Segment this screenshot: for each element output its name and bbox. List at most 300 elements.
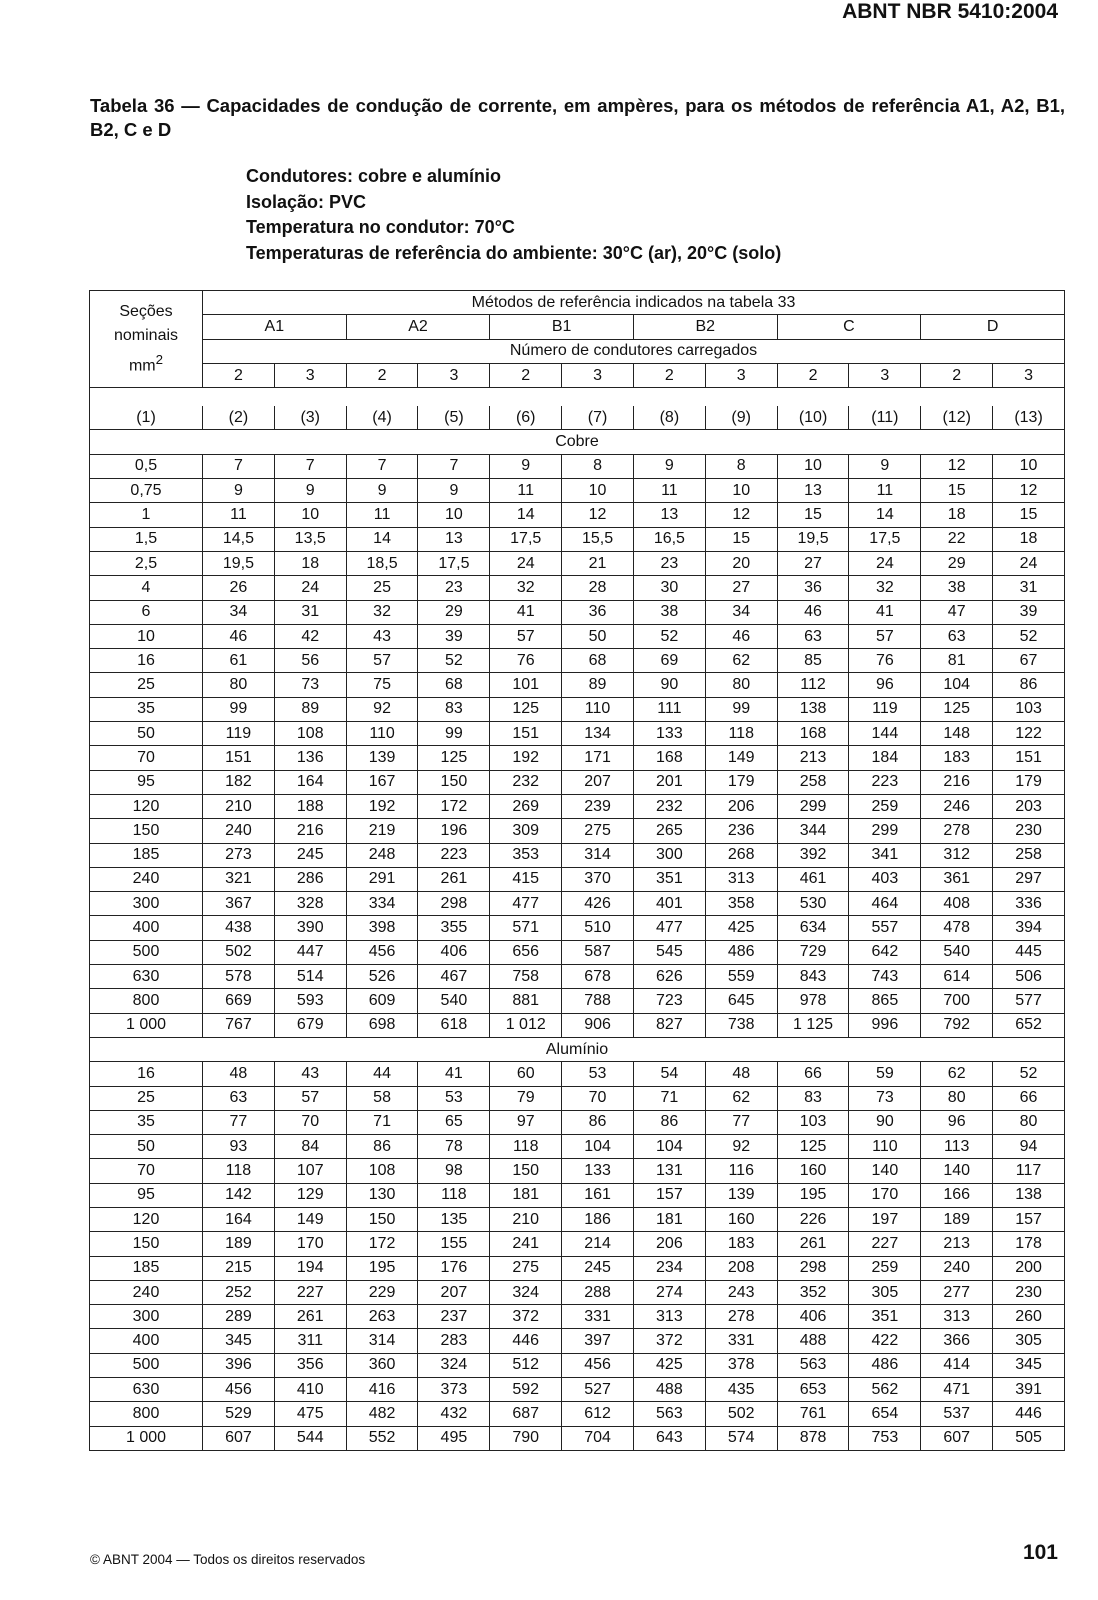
conductor-count-cell: 3 <box>705 363 777 387</box>
capacity-cell: 78 <box>418 1135 490 1159</box>
capacity-cell: 298 <box>418 892 490 916</box>
capacity-cell: 61 <box>203 649 275 673</box>
capacity-cell: 157 <box>633 1183 705 1207</box>
capacity-cell: 445 <box>993 940 1065 964</box>
capacity-cell: 7 <box>346 454 418 478</box>
capacity-cell: 314 <box>346 1329 418 1353</box>
capacity-cell: 136 <box>274 746 346 770</box>
capacity-cell: 10 <box>418 503 490 527</box>
capacity-cell: 227 <box>849 1232 921 1256</box>
capacity-cell: 258 <box>993 843 1065 867</box>
conductor-count-cell: 2 <box>921 363 993 387</box>
capacity-cell: 7 <box>274 454 346 478</box>
section-size-cell: 50 <box>90 1135 203 1159</box>
capacity-cell: 50 <box>562 624 634 648</box>
section-size-cell: 1 000 <box>90 1013 203 1037</box>
capacity-cell: 172 <box>418 794 490 818</box>
section-size-cell: 0,5 <box>90 454 203 478</box>
capacity-cell: 63 <box>921 624 993 648</box>
section-size-cell: 16 <box>90 649 203 673</box>
capacity-cell: 792 <box>921 1013 993 1037</box>
capacity-cell: 219 <box>346 819 418 843</box>
table-row <box>90 454 1065 478</box>
table-row <box>90 1183 1065 1207</box>
column-number-cell: (2) <box>203 406 275 430</box>
capacity-cell: 213 <box>921 1232 993 1256</box>
capacity-cell: 394 <box>993 916 1065 940</box>
capacity-cell: 607 <box>921 1426 993 1450</box>
capacity-cell: 57 <box>274 1086 346 1110</box>
capacity-cell: 356 <box>274 1353 346 1377</box>
conductor-count-cell: 3 <box>849 363 921 387</box>
section-size-cell: 400 <box>90 1329 203 1353</box>
capacity-cell: 996 <box>849 1013 921 1037</box>
capacity-cell: 96 <box>849 673 921 697</box>
capacity-cell: 486 <box>705 940 777 964</box>
capacity-cell: 391 <box>993 1378 1065 1402</box>
capacity-cell: 70 <box>274 1110 346 1134</box>
capacity-cell: 46 <box>705 624 777 648</box>
capacity-cell: 83 <box>777 1086 849 1110</box>
conductor-count-cell: 3 <box>562 363 634 387</box>
section-size-cell: 70 <box>90 1159 203 1183</box>
secoes-label-1: Seções <box>119 302 173 320</box>
capacity-cell: 687 <box>490 1402 562 1426</box>
capacity-cell: 653 <box>777 1378 849 1402</box>
capacity-cell: 47 <box>921 600 993 624</box>
capacity-cell: 118 <box>705 722 777 746</box>
capacity-cell: 456 <box>562 1353 634 1377</box>
capacity-cell: 288 <box>562 1280 634 1304</box>
capacity-cell: 13,5 <box>274 527 346 551</box>
capacity-cell: 245 <box>562 1256 634 1280</box>
capacity-cell: 562 <box>849 1378 921 1402</box>
capacity-cell: 425 <box>633 1353 705 1377</box>
footer-copyright: © ABNT 2004 — Todos os direitos reservados <box>90 1552 366 1567</box>
capacity-cell: 10 <box>705 479 777 503</box>
capacity-cell: 111 <box>633 697 705 721</box>
capacity-cell: 200 <box>993 1256 1065 1280</box>
capacity-cell: 125 <box>777 1135 849 1159</box>
capacity-cell: 25 <box>346 576 418 600</box>
column-number-cell: (3) <box>274 406 346 430</box>
capacity-cell: 477 <box>633 916 705 940</box>
capacity-cell: 122 <box>993 722 1065 746</box>
capacity-cell: 351 <box>849 1305 921 1329</box>
conductor-count-cell: 3 <box>993 363 1065 387</box>
capacity-cell: 345 <box>203 1329 275 1353</box>
section-size-cell: 185 <box>90 1256 203 1280</box>
capacity-cell: 189 <box>921 1207 993 1231</box>
capacity-cell: 246 <box>921 794 993 818</box>
capacity-cell: 68 <box>562 649 634 673</box>
capacity-cell: 456 <box>203 1378 275 1402</box>
capacity-cell: 234 <box>633 1256 705 1280</box>
capacity-cell: 626 <box>633 965 705 989</box>
capacity-cell: 652 <box>993 1013 1065 1037</box>
capacity-cell: 403 <box>849 867 921 891</box>
capacity-cell: 9 <box>203 479 275 503</box>
capacity-cell: 142 <box>203 1183 275 1207</box>
capacity-cell: 97 <box>490 1110 562 1134</box>
table-row <box>90 1402 1065 1426</box>
capacity-cell: 241 <box>490 1232 562 1256</box>
capacity-cell: 11 <box>346 503 418 527</box>
capacity-cell: 372 <box>490 1305 562 1329</box>
capacity-cell: 80 <box>203 673 275 697</box>
column-number-cell: (1) <box>90 406 203 430</box>
capacity-cell: 252 <box>203 1280 275 1304</box>
table-row <box>90 1378 1065 1402</box>
capacity-cell: 23 <box>633 551 705 575</box>
table-row <box>90 722 1065 746</box>
capacity-cell: 406 <box>777 1305 849 1329</box>
capacity-cell: 15 <box>777 503 849 527</box>
capacity-cell: 278 <box>921 819 993 843</box>
capacity-cell: 15 <box>993 503 1065 527</box>
capacity-cell: 283 <box>418 1329 490 1353</box>
capacity-cell: 107 <box>274 1159 346 1183</box>
capacity-cell: 245 <box>274 843 346 867</box>
capacity-cell: 189 <box>203 1232 275 1256</box>
capacity-cell: 477 <box>490 892 562 916</box>
capacity-cell: 654 <box>849 1402 921 1426</box>
capacity-cell: 269 <box>490 794 562 818</box>
capacity-cell: 57 <box>490 624 562 648</box>
table-caption: Tabela 36 — Capacidades de condução de corrente, em ampères, para os métodos de referência A1, A2, B1, B2, C e D <box>90 95 1065 140</box>
section-size-cell: 2,5 <box>90 551 203 575</box>
capacity-cell: 29 <box>921 551 993 575</box>
section-size-cell: 300 <box>90 892 203 916</box>
section-size-cell: 95 <box>90 1183 203 1207</box>
table-row <box>90 989 1065 1013</box>
column-number-cell: (13) <box>993 406 1065 430</box>
capacity-cell: 39 <box>418 624 490 648</box>
capacity-cell: 512 <box>490 1353 562 1377</box>
section-title: Alumínio <box>90 1037 1065 1061</box>
table-row <box>90 697 1065 721</box>
capacity-cell: 60 <box>490 1062 562 1086</box>
capacity-cell: 52 <box>993 1062 1065 1086</box>
capacity-cell: 370 <box>562 867 634 891</box>
capacity-cell: 461 <box>777 867 849 891</box>
capacity-cell: 425 <box>705 916 777 940</box>
capacity-cell: 179 <box>705 770 777 794</box>
capacity-cell: 210 <box>490 1207 562 1231</box>
capacity-cell: 309 <box>490 819 562 843</box>
table-row <box>90 867 1065 891</box>
capacity-cell: 183 <box>921 746 993 770</box>
capacity-cell: 422 <box>849 1329 921 1353</box>
capacity-cell: 34 <box>203 600 275 624</box>
capacity-cell: 94 <box>993 1135 1065 1159</box>
capacity-cell: 7 <box>203 454 275 478</box>
capacity-cell: 843 <box>777 965 849 989</box>
capacity-cell: 148 <box>921 722 993 746</box>
capacity-cell: 510 <box>562 916 634 940</box>
column-number-cell: (10) <box>777 406 849 430</box>
capacity-cell: 140 <box>921 1159 993 1183</box>
table-specs <box>246 164 781 266</box>
spacer-row <box>90 388 1065 407</box>
capacity-cell: 167 <box>346 770 418 794</box>
spec-temperatura: Temperatura no condutor: 70°C <box>246 217 515 237</box>
method-header: D <box>921 315 1065 339</box>
capacity-cell: 27 <box>705 576 777 600</box>
section-size-cell: 6 <box>90 600 203 624</box>
capacity-cell: 166 <box>921 1183 993 1207</box>
capacity-cell: 201 <box>633 770 705 794</box>
section-size-cell: 0,75 <box>90 479 203 503</box>
capacity-cell: 526 <box>346 965 418 989</box>
conductor-count-cell: 2 <box>203 363 275 387</box>
capacity-cell: 38 <box>633 600 705 624</box>
capacity-cell: 544 <box>274 1426 346 1450</box>
capacity-cell: 213 <box>777 746 849 770</box>
capacity-cell: 471 <box>921 1378 993 1402</box>
capacity-cell: 71 <box>633 1086 705 1110</box>
capacity-cell: 104 <box>562 1135 634 1159</box>
capacity-cell: 32 <box>849 576 921 600</box>
capacity-cell: 13 <box>418 527 490 551</box>
capacity-cell: 229 <box>346 1280 418 1304</box>
capacity-cell: 29 <box>418 600 490 624</box>
capacity-cell: 881 <box>490 989 562 1013</box>
capacity-cell: 634 <box>777 916 849 940</box>
capacity-cell: 186 <box>562 1207 634 1231</box>
capacity-cell: 408 <box>921 892 993 916</box>
capacity-cell: 118 <box>490 1135 562 1159</box>
capacity-cell: 488 <box>633 1378 705 1402</box>
capacity-cell: 18,5 <box>346 551 418 575</box>
capacity-cell: 878 <box>777 1426 849 1450</box>
capacity-cell: 46 <box>203 624 275 648</box>
capacity-cell: 514 <box>274 965 346 989</box>
capacity-cell: 352 <box>777 1280 849 1304</box>
capacity-cell: 545 <box>633 940 705 964</box>
capacity-cell: 7 <box>418 454 490 478</box>
capacity-cell: 66 <box>993 1086 1065 1110</box>
capacity-cell: 73 <box>274 673 346 697</box>
capacity-cell: 26 <box>203 576 275 600</box>
capacity-cell: 32 <box>346 600 418 624</box>
capacity-cell: 401 <box>633 892 705 916</box>
capacity-cell: 53 <box>418 1086 490 1110</box>
capacity-cell: 215 <box>203 1256 275 1280</box>
capacity-cell: 39 <box>993 600 1065 624</box>
table-row <box>90 892 1065 916</box>
capacity-cell: 125 <box>921 697 993 721</box>
capacity-cell: 86 <box>562 1110 634 1134</box>
capacity-cell: 207 <box>418 1280 490 1304</box>
section-size-cell: 50 <box>90 722 203 746</box>
capacity-cell: 151 <box>993 746 1065 770</box>
capacity-cell: 313 <box>921 1305 993 1329</box>
secoes-header <box>90 291 203 388</box>
conductor-count-cell: 3 <box>274 363 346 387</box>
capacity-cell: 77 <box>203 1110 275 1134</box>
capacity-cell: 237 <box>418 1305 490 1329</box>
capacity-cell: 355 <box>418 916 490 940</box>
capacity-cell: 63 <box>777 624 849 648</box>
capacity-cell: 865 <box>849 989 921 1013</box>
capacity-cell: 110 <box>346 722 418 746</box>
capacity-cell: 432 <box>418 1402 490 1426</box>
capacity-cell: 151 <box>490 722 562 746</box>
capacity-cell: 265 <box>633 819 705 843</box>
capacity-cell: 216 <box>274 819 346 843</box>
capacity-cell: 331 <box>705 1329 777 1353</box>
capacity-cell: 150 <box>346 1207 418 1231</box>
table-row <box>90 1280 1065 1304</box>
capacity-cell: 23 <box>418 576 490 600</box>
capacity-cell: 358 <box>705 892 777 916</box>
capacity-cell: 90 <box>633 673 705 697</box>
capacity-cell: 68 <box>418 673 490 697</box>
capacity-cell: 9 <box>346 479 418 503</box>
capacity-cell: 76 <box>849 649 921 673</box>
capacity-cell: 743 <box>849 965 921 989</box>
table-row <box>90 746 1065 770</box>
capacity-cell: 11 <box>633 479 705 503</box>
secoes-sup: 2 <box>155 351 164 367</box>
capacity-cell: 140 <box>849 1159 921 1183</box>
capacity-cell: 618 <box>418 1013 490 1037</box>
table-row <box>90 819 1065 843</box>
capacity-cell: 206 <box>705 794 777 818</box>
capacity-cell: 396 <box>203 1353 275 1377</box>
section-size-cell: 800 <box>90 989 203 1013</box>
capacity-cell: 669 <box>203 989 275 1013</box>
section-size-cell: 150 <box>90 819 203 843</box>
capacity-cell: 32 <box>490 576 562 600</box>
capacity-cell: 125 <box>490 697 562 721</box>
capacity-cell: 86 <box>633 1110 705 1134</box>
capacity-cell: 216 <box>921 770 993 794</box>
section-size-cell: 630 <box>90 1378 203 1402</box>
capacity-cell: 263 <box>346 1305 418 1329</box>
capacity-cell: 43 <box>274 1062 346 1086</box>
capacity-cell: 767 <box>203 1013 275 1037</box>
capacity-cell: 305 <box>849 1280 921 1304</box>
capacity-cell: 9 <box>418 479 490 503</box>
capacity-cell: 10 <box>274 503 346 527</box>
table-row <box>90 1232 1065 1256</box>
section-size-cell: 10 <box>90 624 203 648</box>
capacity-cell: 52 <box>633 624 705 648</box>
capacity-cell: 89 <box>562 673 634 697</box>
capacity-cell: 10 <box>993 454 1065 478</box>
capacity-cell: 502 <box>705 1402 777 1426</box>
capacity-cell: 15 <box>921 479 993 503</box>
capacity-cell: 297 <box>993 867 1065 891</box>
capacity-cell: 223 <box>849 770 921 794</box>
section-size-cell: 25 <box>90 1086 203 1110</box>
capacity-cell: 196 <box>418 819 490 843</box>
capacity-cell: 155 <box>418 1232 490 1256</box>
capacity-cell: 15,5 <box>562 527 634 551</box>
capacity-cell: 360 <box>346 1353 418 1377</box>
section-size-cell: 500 <box>90 940 203 964</box>
capacity-cell: 273 <box>203 843 275 867</box>
capacity-cell: 16,5 <box>633 527 705 551</box>
capacity-cell: 52 <box>993 624 1065 648</box>
capacity-cell: 17,5 <box>849 527 921 551</box>
section-title: Cobre <box>90 430 1065 454</box>
capacity-cell: 103 <box>993 697 1065 721</box>
capacity-cell: 70 <box>562 1086 634 1110</box>
capacity-cell: 223 <box>418 843 490 867</box>
capacity-cell: 261 <box>274 1305 346 1329</box>
capacity-cell: 24 <box>490 551 562 575</box>
section-size-cell: 95 <box>90 770 203 794</box>
table-row <box>90 503 1065 527</box>
capacity-cell: 203 <box>993 794 1065 818</box>
capacity-cell: 160 <box>777 1159 849 1183</box>
column-number-cell: (8) <box>633 406 705 430</box>
capacity-cell: 96 <box>921 1110 993 1134</box>
capacity-cell: 85 <box>777 649 849 673</box>
capacity-cell: 614 <box>921 965 993 989</box>
capacity-cell: 58 <box>346 1086 418 1110</box>
section-size-cell: 150 <box>90 1232 203 1256</box>
capacity-cell: 14,5 <box>203 527 275 551</box>
capacity-cell: 170 <box>849 1183 921 1207</box>
capacity-cell: 230 <box>993 1280 1065 1304</box>
capacity-cell: 119 <box>849 697 921 721</box>
capacity-cell: 299 <box>849 819 921 843</box>
capacity-cell: 118 <box>418 1183 490 1207</box>
capacity-cell: 467 <box>418 965 490 989</box>
capacity-cell: 398 <box>346 916 418 940</box>
capacity-cell: 729 <box>777 940 849 964</box>
capacity-cell: 11 <box>849 479 921 503</box>
capacity-cell: 243 <box>705 1280 777 1304</box>
table-row <box>90 1329 1065 1353</box>
secoes-label-2: nominais <box>113 326 179 344</box>
capacity-cell: 552 <box>346 1426 418 1450</box>
capacity-cell: 184 <box>849 746 921 770</box>
capacity-cell: 367 <box>203 892 275 916</box>
capacity-cell: 188 <box>274 794 346 818</box>
capacity-cell: 643 <box>633 1426 705 1450</box>
capacity-cell: 559 <box>705 965 777 989</box>
capacity-cell: 275 <box>490 1256 562 1280</box>
spec-condutores: Condutores: cobre e alumínio <box>246 166 502 186</box>
column-number-cell: (7) <box>562 406 634 430</box>
table-row <box>90 843 1065 867</box>
capacity-cell: 52 <box>418 649 490 673</box>
capacity-cell: 133 <box>562 1159 634 1183</box>
section-header-row <box>90 430 1065 454</box>
capacity-cell: 197 <box>849 1207 921 1231</box>
capacity-cell: 99 <box>705 697 777 721</box>
capacity-cell: 62 <box>705 1086 777 1110</box>
section-size-cell: 120 <box>90 794 203 818</box>
capacity-cell: 17,5 <box>490 527 562 551</box>
capacity-cell: 134 <box>562 722 634 746</box>
capacity-cell: 10 <box>562 479 634 503</box>
capacity-cell: 84 <box>274 1135 346 1159</box>
capacity-cell: 138 <box>777 697 849 721</box>
table-row <box>90 1426 1065 1450</box>
column-number-cell: (5) <box>418 406 490 430</box>
capacity-cell: 700 <box>921 989 993 1013</box>
capacity-cell: 10 <box>777 454 849 478</box>
table-row <box>90 1305 1065 1329</box>
column-number-cell: (11) <box>849 406 921 430</box>
capacity-cell: 373 <box>418 1378 490 1402</box>
